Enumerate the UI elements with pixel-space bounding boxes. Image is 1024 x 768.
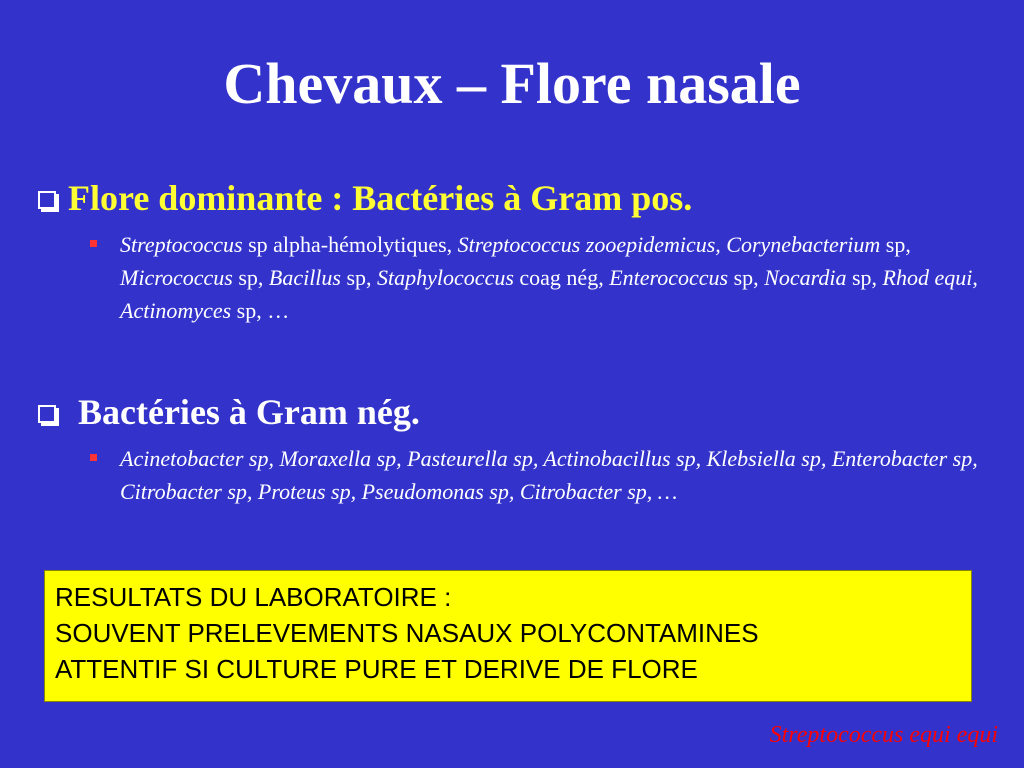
square-bullet-icon [90,454,97,461]
taxon-name: Actinomyces [120,298,232,323]
section-heading-text: Flore dominante : Bactéries à Gram pos. [68,178,693,218]
checkbox-bullet-icon [38,405,56,423]
lab-results-box [44,570,972,702]
taxon-name: Nocardia [764,265,847,290]
taxon-name: Acinetobacter sp, Moraxella sp, Pasteurella sp, Actinobacillus sp, Klebsiella sp, Enterobacter sp, Citrobacter sp, Proteus sp, Pseudomonas sp, Citrobacter sp, … [120,446,978,504]
taxon-name: Enterococcus [609,265,729,290]
checkbox-bullet-icon [38,191,56,209]
taxon-name: Rhod equi [882,265,973,290]
list-item [90,228,998,327]
lab-box-line: ATTENTIF SI CULTURE PURE ET DERIVE DE FLORE [55,654,698,684]
taxon-name: Bacillus [268,265,341,290]
section-gram-negative [38,392,998,508]
slide-title: Chevaux – Flore nasale [223,51,801,116]
plain-text: sp, [880,232,911,257]
footer-note: Streptococcus equi equi [769,722,998,748]
list-item-text [120,446,978,504]
plain-text: sp, [846,265,883,290]
taxon-name: Micrococcus [120,265,233,290]
taxon-name: Streptococcus zooepidemicus, [457,232,721,257]
square-bullet-icon [90,240,97,247]
list-item [90,442,998,508]
lab-box-line: SOUVENT PRELEVEMENTS NASAUX POLYCONTAMINES [55,618,759,648]
section-heading [38,178,998,218]
plain-text: sp, … [231,298,290,323]
section-heading [38,392,998,432]
lab-box-line: RESULTATS DU LABORATOIRE : [55,582,452,612]
list-item-text [120,232,978,323]
plain-text: sp, [232,265,269,290]
plain-text: sp, [728,265,765,290]
plain-text: sp alpha-hémolytiques, [242,232,458,257]
taxon-name: Staphylococcus [377,265,514,290]
plain-text: , [972,265,978,290]
taxon-name: Corynebacterium [726,232,881,257]
plain-text: sp, [340,265,378,290]
section-gram-positive [38,178,998,327]
section-heading-text: Bactéries à Gram nég. [78,392,420,432]
taxon-name: Streptococcus [120,232,243,257]
plain-text: coag nég, [513,265,610,290]
